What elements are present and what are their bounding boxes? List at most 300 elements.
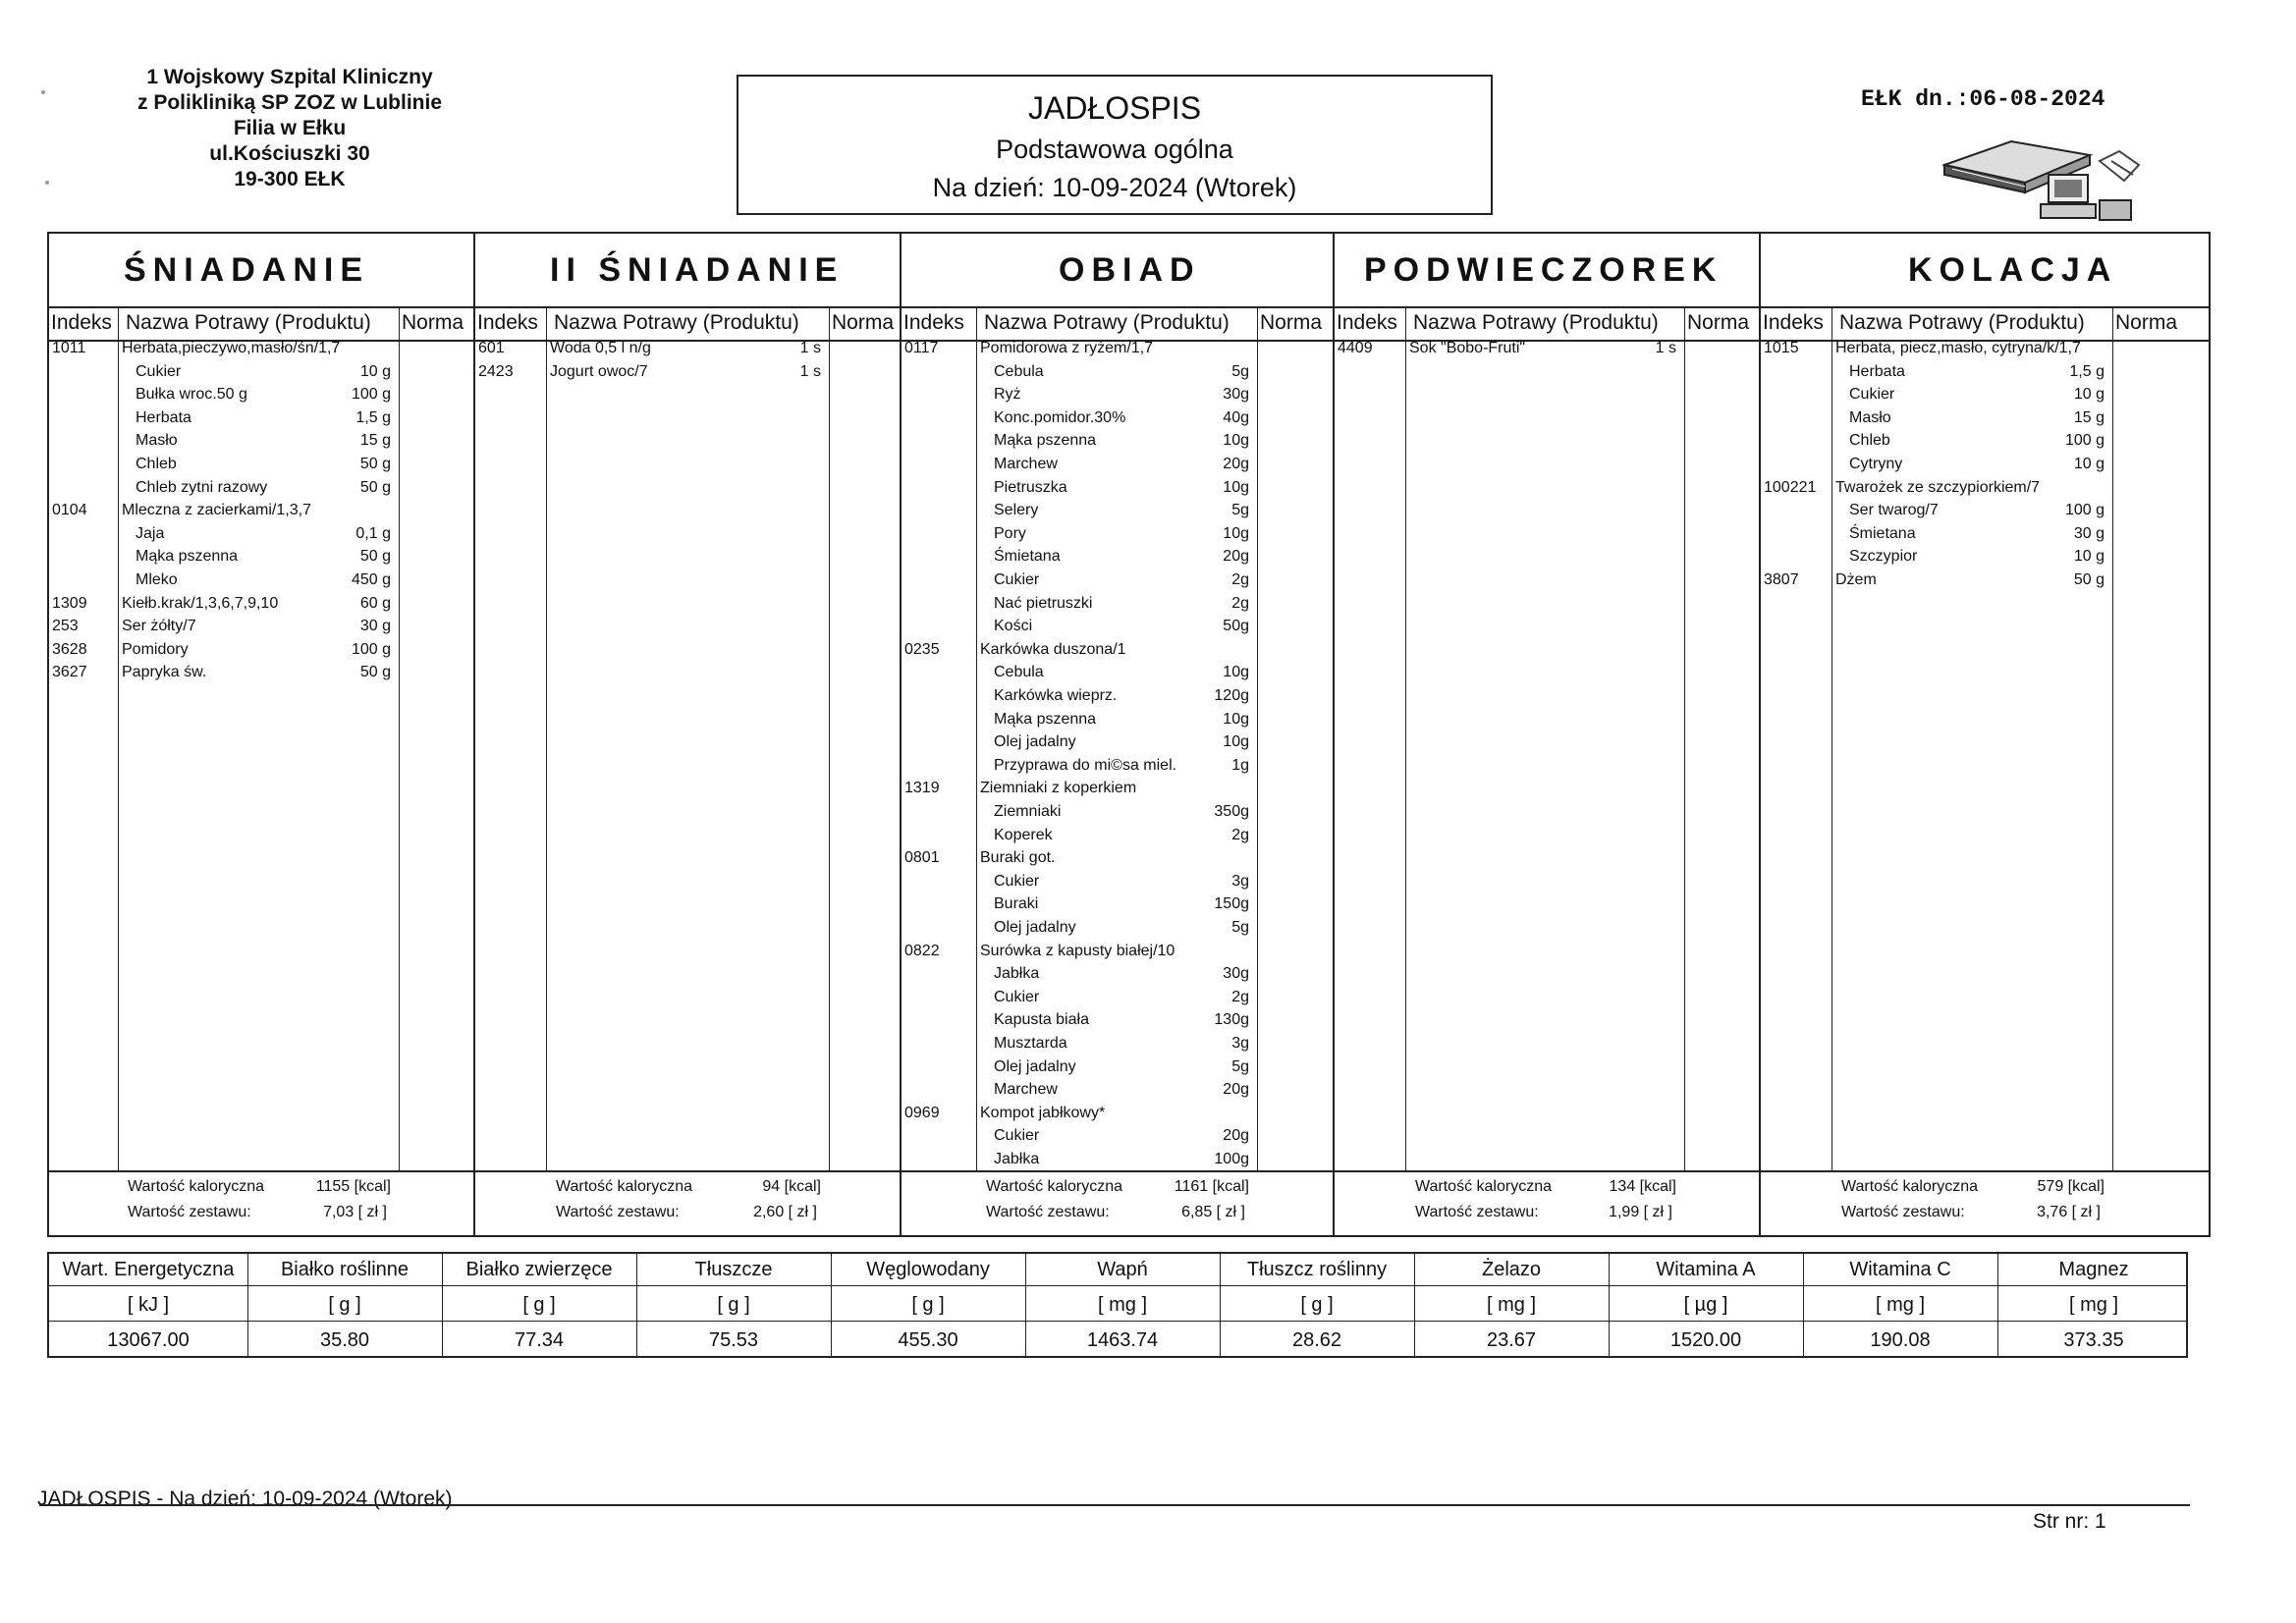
menu-row [49,548,473,571]
ingredient-name: Cukier [994,571,1040,588]
item-index: 0969 [904,1104,940,1121]
nutrition-table [47,1252,2188,1358]
meal-table [47,232,475,1237]
nutrient-unit: [ mg ] [1097,1294,1147,1316]
menu-row [49,340,473,363]
menu-row [1761,432,2209,456]
item-quantity: 50g [1223,618,1249,635]
menu-row [902,432,1333,456]
ingredient-name: Cukier [1849,386,1895,404]
institution-address [88,65,491,192]
menu-row [1761,502,2209,525]
menu-row [902,827,1333,850]
column-header-index: Indeks [51,311,112,334]
menu-row [902,803,1333,827]
item-quantity: 50 g [359,548,391,566]
cost-label: Wartość zestawu: [1841,1204,1965,1220]
kcal-label: Wartość kaloryczna [1841,1178,1978,1195]
ingredient-name: Kości [994,618,1033,635]
item-quantity: 0,1 g [355,524,391,542]
item-quantity: 450 g [351,571,391,588]
ingredient-name: Buraki [994,895,1039,913]
meal-table [1333,232,1761,1237]
meal-title: OBIAD [902,234,1333,308]
meal-title: ŚNIADANIE [49,234,473,308]
item-index: 2423 [478,362,514,380]
item-index: 1011 [52,340,86,356]
nutrient-value: 13067.00 [107,1329,190,1351]
ingredient-name: Nać pietruszki [994,594,1093,612]
meal-title: II ŚNIADANIE [475,234,900,308]
meal-summary [1335,1170,1759,1235]
cost-value: 7,03 [ zł ] [323,1204,387,1220]
menu-row [49,432,473,456]
nutrient-value: 373.35 [2063,1329,2124,1351]
nutrient-name: Białko zwierzęce [465,1259,613,1280]
item-quantity: 30g [1223,965,1249,983]
ingredient-name: Olej jadalny [994,1057,1076,1075]
menu-row [902,525,1333,549]
cost-label: Wartość zestawu: [128,1204,251,1220]
institution-line: z Polikliniką SP ZOZ w Lublinie [137,91,442,114]
menu-row [902,711,1333,734]
menu-row [49,641,473,665]
menu-row [902,479,1333,503]
ingredient-name: Cebula [994,362,1044,380]
nutrient-name: Żelazo [1481,1259,1542,1280]
item-index: 253 [52,618,79,635]
menu-row [902,409,1333,433]
menu-row [902,363,1333,387]
nutrient-value: 1520.00 [1669,1329,1742,1351]
menu-row [1761,548,2209,571]
dish-name: Papryka św. [122,664,207,681]
column-header-norma: Norma [1687,311,1750,334]
ingredient-name: Ser twarog/7 [1849,502,1939,519]
menu-row [902,919,1333,943]
cost-label: Wartość zestawu: [1415,1204,1539,1220]
item-quantity: 1g [1231,756,1249,774]
menu-row [902,548,1333,571]
nutrient-unit: [ g ] [717,1294,750,1316]
dish-name: Twarożek ze szczypiorkiem/7 [1835,478,2041,496]
kcal-label: Wartość kaloryczna [556,1178,692,1195]
item-quantity: 20g [1223,1081,1249,1099]
ingredient-name: Śmietana [1849,524,1916,542]
dish-name: Pomidory [122,640,189,658]
ingredient-name: Cukier [994,1127,1040,1145]
item-quantity: 10g [1223,432,1249,450]
menu-row [902,571,1333,595]
menu-row [1761,571,2209,595]
item-quantity: 10 g [2073,386,2105,404]
ingredient-name: Marchew [994,456,1058,472]
item-quantity: 2g [1231,571,1249,588]
item-quantity: 1 s [799,362,821,380]
dish-name: Kompot jabłkowy* [980,1104,1106,1121]
item-index: 0801 [904,849,940,867]
nutrient-value: 35.80 [319,1329,370,1351]
document-title: JADŁOSPIS [1027,90,1202,126]
item-quantity: 10g [1223,664,1249,681]
item-quantity: 50 g [359,456,391,472]
item-quantity: 3g [1231,1035,1249,1052]
item-quantity: 5g [1231,919,1249,936]
item-quantity: 50 g [359,478,391,496]
column-header-row [49,306,473,342]
meal-summary [49,1170,473,1235]
item-quantity: 100 g [351,386,391,404]
item-index: 3628 [52,640,87,658]
menu-row [49,409,473,433]
menu-row [902,780,1333,803]
footer-rule [39,1504,2190,1506]
menu-row [902,595,1333,619]
item-quantity: 100 g [2064,432,2105,450]
dish-name: Kiełb.krak/1,3,6,7,9,10 [122,594,279,612]
menu-row [1761,456,2209,479]
dish-name: Buraki got. [980,849,1056,867]
item-quantity: 30g [1223,386,1249,404]
item-quantity: 10g [1223,524,1249,542]
dish-name: Herbata, piecz,masło, cytryna/k/1,7 [1835,340,2081,356]
item-index: 1319 [904,780,940,797]
item-quantity: 20g [1223,1127,1249,1145]
item-index: 0822 [904,942,940,959]
dish-name: Karkówka duszona/1 [980,640,1126,658]
menu-row [49,595,473,619]
kcal-value: 579 [kcal] [2037,1178,2105,1195]
nutrient-name: Tłuszcz roślinny [1246,1259,1388,1280]
item-index: 100221 [1764,478,1817,496]
item-quantity: 10g [1223,478,1249,496]
cost-value: 3,76 [ zł ] [2037,1204,2101,1220]
item-quantity: 130g [1214,1011,1249,1029]
meal-table [473,232,902,1237]
item-quantity: 2g [1231,594,1249,612]
menu-row [475,340,900,363]
ingredient-name: Pietruszka [994,478,1067,496]
menu-row [902,757,1333,781]
menu-row [902,873,1333,896]
item-quantity: 10 g [359,362,391,380]
nutrient-value: 23.67 [1486,1329,1537,1351]
menu-row [902,1058,1333,1082]
ingredient-name: Herbata [136,408,191,426]
scan-mark [45,181,49,185]
institution-line: Filia w Ełku [233,117,347,139]
menu-row [1761,363,2209,387]
item-quantity: 100 g [2064,502,2105,519]
menu-row [902,1081,1333,1105]
column-header-norma: Norma [402,311,465,334]
nutrient-unit: [ mg ] [1486,1294,1536,1316]
item-index: 0104 [52,502,87,519]
footer-text: JADŁOSPIS - Na dzień: 10-09-2024 (Wtorek) [37,1488,453,1510]
institution-line: 1 Wojskowy Szpital Kliniczny [146,66,433,88]
ingredient-name: Chleb [1849,432,1890,450]
item-quantity: 1 s [1655,340,1676,356]
menu-row [49,571,473,595]
column-header-row [1761,306,2209,342]
nutrient-name: Magnez [2058,1259,2129,1280]
column-header-row [475,306,900,342]
nutrient-name: Białko roślinne [280,1259,410,1280]
column-header-norma: Norma [1260,311,1323,334]
ingredient-name: Przyprawa do mi©sa miel. [994,756,1177,774]
item-index: 1309 [52,594,87,612]
cost-label: Wartość zestawu: [556,1204,680,1220]
nutrient-unit: [ mg ] [2068,1294,2118,1316]
nutrient-name: Tłuszcze [694,1259,773,1280]
menu-row [902,1105,1333,1128]
menu-row [902,943,1333,966]
column-header-index: Indeks [1763,311,1824,334]
menu-row [49,502,473,525]
menu-row [902,340,1333,363]
ingredient-name: Bułka wroc.50 g [136,386,247,404]
item-quantity: 15 g [2073,408,2105,426]
item-quantity: 5g [1231,1057,1249,1075]
nutrient-value: 1463.74 [1086,1329,1159,1351]
dish-name: Dżem [1835,571,1877,588]
item-quantity: 3g [1231,872,1249,890]
ingredient-name: Mleko [136,571,178,588]
meal-table [900,232,1335,1237]
ingredient-name: Ziemniaki [994,803,1062,820]
nutrient-unit: [ g ] [911,1294,945,1316]
ingredient-name: Karkówka wieprz. [994,687,1118,704]
item-index: 4409 [1338,340,1373,356]
cost-value: 6,85 [ zł ] [1181,1204,1245,1220]
meal-table [1759,232,2211,1237]
book-computer-icon [1942,132,2149,226]
ingredient-name: Mąka pszenna [136,548,239,566]
nutrient-unit: [ µg ] [1683,1294,1728,1316]
title-box [737,75,1493,215]
nutrient-unit: [ mg ] [1875,1294,1925,1316]
menu-row [49,664,473,687]
ingredient-name: Cebula [994,664,1044,681]
menu-row [902,965,1333,989]
kcal-value: 94 [kcal] [762,1178,821,1195]
dish-name: Mleczna z zacierkami/1,3,7 [122,502,311,519]
column-header-row [1335,306,1759,342]
ingredient-name: Cukier [994,988,1040,1005]
item-quantity: 15 g [359,432,391,450]
column-header-index: Indeks [477,311,538,334]
cost-value: 1,99 [ zł ] [1609,1204,1672,1220]
item-quantity: 20g [1223,548,1249,566]
ingredient-name: Kapusta biała [994,1011,1089,1029]
item-quantity: 10 g [2073,456,2105,472]
menu-row [902,849,1333,873]
ingredient-name: Cukier [994,872,1040,890]
dish-name: Woda 0,5 l n/g [550,340,651,356]
item-quantity: 60 g [359,594,391,612]
dish-name: Jogurt owoc/7 [550,362,648,380]
column-header-name: Nazwa Potrawy (Produktu) [554,311,799,334]
dish-name: Sok "Bobo-Fruti" [1409,340,1526,356]
menu-row [1335,340,1759,363]
kcal-label: Wartość kaloryczna [128,1178,264,1195]
menu-row [1761,386,2209,409]
ingredient-name: Jaja [136,524,165,542]
dish-name: Surówka z kapusty białej/10 [980,942,1175,959]
cost-label: Wartość zestawu: [986,1204,1110,1220]
ingredient-name: Masło [1849,408,1891,426]
item-index: 3807 [1764,571,1799,588]
item-index: 0117 [904,340,939,356]
ingredient-name: Chleb [136,456,177,472]
item-quantity: 350g [1214,803,1249,820]
item-quantity: 20g [1223,456,1249,472]
print-date: EŁK dn.:06-08-2024 [1861,86,2105,112]
menu-row [902,641,1333,665]
kcal-value: 1155 [kcal] [315,1178,391,1195]
ingredient-name: Chleb zytni razowy [136,478,268,496]
nutrient-value: 77.34 [514,1329,565,1351]
item-quantity: 30 g [359,618,391,635]
item-quantity: 10g [1223,710,1249,728]
nutrient-name: Wart. Energetyczna [62,1259,235,1280]
ingredient-name: Herbata [1849,362,1905,380]
meal-title: KOLACJA [1761,234,2209,308]
page-number: Str nr: 1 [2033,1510,2106,1533]
item-quantity: 10g [1223,733,1249,751]
menu-row [902,989,1333,1012]
ingredient-name: Szczypior [1849,548,1918,566]
menu-row [49,456,473,479]
dish-name: Herbata,pieczywo,masło/śn/1,7 [122,340,341,356]
item-quantity: 2g [1231,988,1249,1005]
meal-summary [902,1170,1333,1235]
ingredient-name: Koperek [994,826,1053,843]
menu-date: Na dzień: 10-09-2024 (Wtorek) [932,173,1297,202]
menu-row [1761,340,2209,363]
meal-title: PODWIECZOREK [1335,234,1759,308]
nutrient-unit: [ g ] [328,1294,361,1316]
item-quantity: 5g [1231,362,1249,380]
ingredient-name: Marchew [994,1081,1058,1099]
column-header-norma: Norma [2115,311,2178,334]
item-index: 0235 [904,640,940,658]
nutrient-value: 75.53 [708,1329,759,1351]
ingredient-name: Śmietana [994,548,1061,566]
nutrient-name: Witamina A [1656,1259,1756,1280]
item-quantity: 120g [1214,687,1249,704]
nutrient-name: Witamina C [1849,1259,1951,1280]
ingredient-name: Selery [994,502,1039,519]
item-index: 1015 [1764,340,1799,356]
nutrient-value: 190.08 [1870,1329,1931,1351]
ingredient-name: Mąka pszenna [994,432,1097,450]
dish-name: Ziemniaki z koperkiem [980,780,1137,797]
nutrient-name: Węglowodany [866,1259,990,1280]
column-header-norma: Norma [832,311,895,334]
meal-summary [1761,1170,2209,1235]
kcal-value: 1161 [kcal] [1174,1178,1249,1195]
item-quantity: 100g [1214,1151,1249,1167]
menu-row [902,1011,1333,1035]
item-quantity: 50 g [359,664,391,681]
menu-row [49,618,473,641]
item-quantity: 10 g [2073,548,2105,566]
ingredient-name: Olej jadalny [994,919,1076,936]
menu-row [49,386,473,409]
item-quantity: 150g [1214,895,1249,913]
menu-row [49,363,473,387]
menu-row [902,895,1333,919]
ingredient-name: Jabłka [994,1151,1040,1167]
ingredient-name: Konc.pomidor.30% [994,408,1126,426]
ingredient-name: Ryż [994,386,1021,404]
menu-row [902,456,1333,479]
ingredient-name: Jabłka [994,965,1040,983]
institution-line: 19-300 EŁK [234,168,346,190]
menu-row [902,687,1333,711]
menu-row [902,1127,1333,1151]
menu-row [1761,409,2209,433]
ingredient-name: Masło [136,432,178,450]
menu-row [1761,525,2209,549]
item-quantity: 100 g [351,640,391,658]
menu-row [902,618,1333,641]
item-index: 601 [478,340,505,356]
menu-row [1761,479,2209,503]
nutrient-name: Wapń [1097,1259,1148,1280]
column-header-name: Nazwa Potrawy (Produktu) [1413,311,1659,334]
item-quantity: 5g [1231,502,1249,519]
ingredient-name: Olej jadalny [994,733,1076,751]
institution-line: ul.Kościuszki 30 [209,142,370,165]
nutrient-unit: [ g ] [522,1294,556,1316]
kcal-label: Wartość kaloryczna [1415,1178,1552,1195]
scan-mark [41,90,45,94]
column-header-index: Indeks [903,311,964,334]
dish-name: Pomidorowa z ryżem/1,7 [980,340,1154,356]
diet-type: Podstawowa ogólna [996,135,1233,164]
column-header-index: Indeks [1337,311,1397,334]
item-quantity: 50 g [2073,571,2105,588]
ingredient-name: Cytryny [1849,456,1903,472]
item-quantity: 1 s [799,340,821,356]
meal-summary [475,1170,900,1235]
item-quantity: 40g [1223,408,1249,426]
item-quantity: 2g [1231,826,1249,843]
kcal-label: Wartość kaloryczna [986,1178,1122,1195]
menu-row [475,363,900,387]
menu-row [902,386,1333,409]
ingredient-name: Pory [994,524,1026,542]
menu-row [902,664,1333,687]
item-quantity: 1,5 g [2069,362,2105,380]
column-header-row [902,306,1333,342]
menu-row [902,1035,1333,1058]
nutrient-value: 28.62 [1291,1329,1342,1351]
dish-name: Ser żółty/7 [122,618,196,635]
nutrient-unit: [ kJ ] [127,1294,170,1316]
item-index: 3627 [52,664,87,681]
nutrient-value: 455.30 [898,1329,958,1351]
item-quantity: 30 g [2073,524,2105,542]
ingredient-name: Musztarda [994,1035,1067,1052]
menu-row [49,479,473,503]
item-quantity: 1,5 g [355,408,391,426]
cost-value: 2,60 [ zł ] [753,1204,817,1220]
column-header-name: Nazwa Potrawy (Produktu) [1839,311,2085,334]
ingredient-name: Mąka pszenna [994,710,1097,728]
